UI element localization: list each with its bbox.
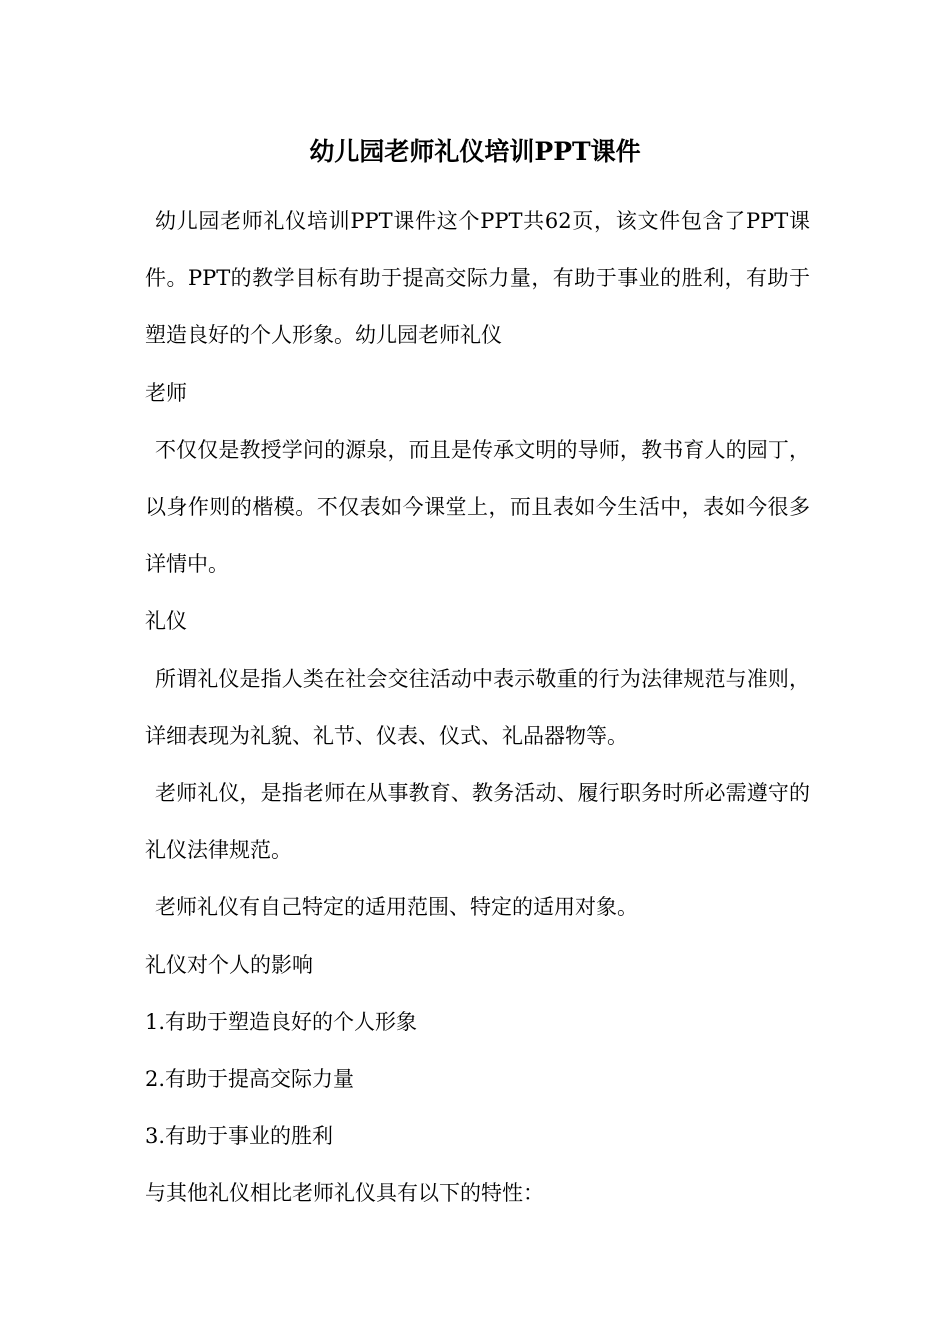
document-body (145, 193, 810, 1223)
characteristics-paragraph: 与其他礼仪相比老师礼仪具有以下的特性： (145, 1181, 544, 1206)
teacher-paragraph: 不仅仅是教授学问的源泉，而且是传承文明的导师，教书育人的园丁，以身作则的楷模。不仅表如今课堂上，而且表如今生活中，表如今很多详情中。 (145, 437, 810, 577)
list-item: 1.有助于塑造良好的个人形象 (145, 1009, 418, 1034)
intro-paragraph: 幼儿园老师礼仪培训PPT课件这个PPT共62页，该文件包含了PPT课件。PPT的教学目标有助于提高交际力量，有助于事业的胜利，有助于塑造良好的个人形象。幼儿园老师礼仪 (145, 209, 810, 348)
list-item: 2.有助于提高交际力量 (145, 1067, 355, 1092)
section-heading-teacher: 老师 (145, 380, 187, 405)
etiquette-definition-paragraph: 所谓礼仪是指人类在社会交往活动中表示敬重的行为法律规范与准则，详细表现为礼貌、礼节、仪表、仪式、礼品器物等。 (145, 666, 810, 748)
section-heading-influence: 礼仪对个人的影响 (145, 952, 313, 977)
scope-paragraph: 老师礼仪有自己特定的适用范围、特定的适用对象。 (155, 895, 638, 920)
list-item: 3.有助于事业的胜利 (145, 1124, 334, 1149)
teacher-etiquette-paragraph: 老师礼仪，是指老师在从事教育、教务活动、履行职务时所必需遵守的礼仪法律规范。 (145, 781, 810, 863)
document-title: 幼儿园老师礼仪培训PPT课件 (309, 137, 641, 166)
section-heading-etiquette: 礼仪 (145, 609, 187, 634)
